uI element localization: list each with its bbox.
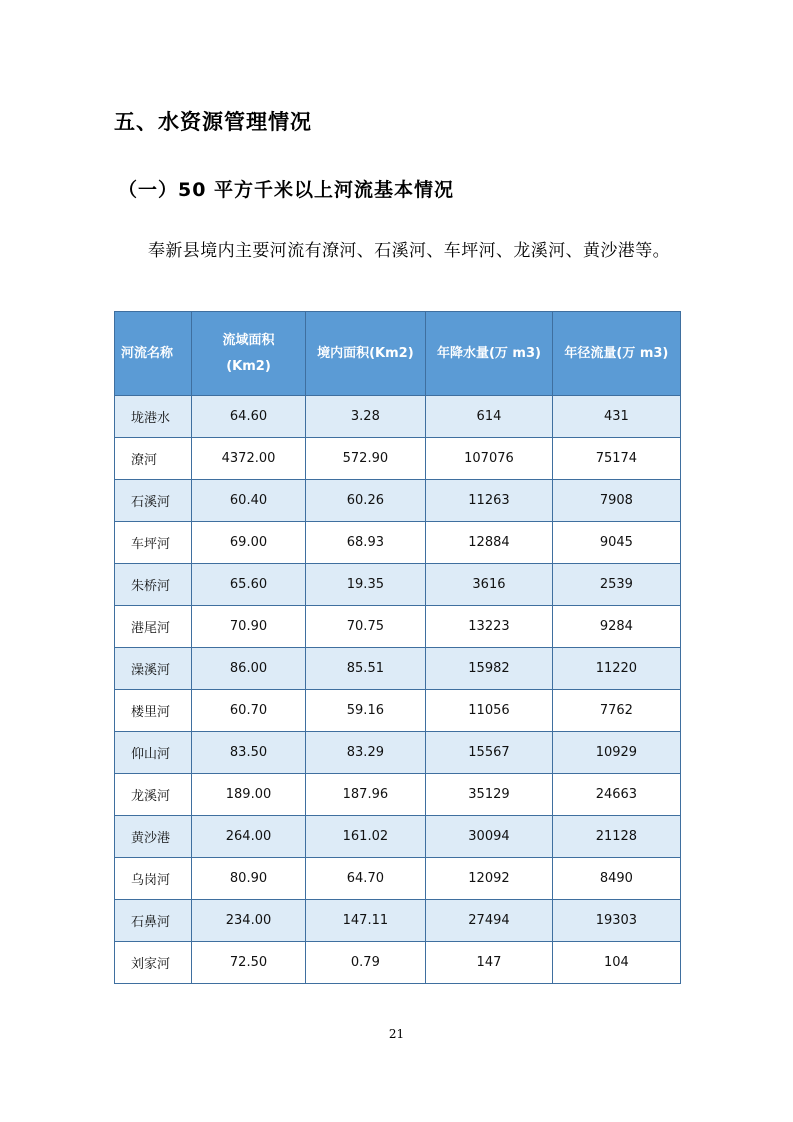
cell-precipitation: 30094	[426, 816, 553, 858]
header-runoff: 年径流量(万 m3)	[552, 312, 680, 396]
cell-precipitation: 3616	[426, 564, 553, 606]
river-table	[114, 311, 681, 984]
cell-river-name: 朱桥河	[115, 564, 192, 606]
cell-basin-area: 4372.00	[192, 438, 305, 480]
cell-basin-area: 264.00	[192, 816, 305, 858]
header-basin-area	[192, 312, 305, 396]
table-row	[115, 732, 681, 774]
cell-runoff: 24663	[552, 774, 680, 816]
table-row	[115, 774, 681, 816]
cell-precipitation: 15982	[426, 648, 553, 690]
cell-basin-area: 72.50	[192, 942, 305, 984]
cell-basin-area: 189.00	[192, 774, 305, 816]
cell-river-name: 石溪河	[115, 480, 192, 522]
cell-inner-area: 83.29	[305, 732, 426, 774]
cell-river-name: 黄沙港	[115, 816, 192, 858]
cell-precipitation: 13223	[426, 606, 553, 648]
table-row	[115, 942, 681, 984]
table-row	[115, 480, 681, 522]
cell-runoff: 9284	[552, 606, 680, 648]
cell-runoff: 9045	[552, 522, 680, 564]
table-row	[115, 816, 681, 858]
cell-precipitation: 35129	[426, 774, 553, 816]
header-river-name: 河流名称	[115, 312, 192, 396]
cell-river-name: 港尾河	[115, 606, 192, 648]
table-row	[115, 648, 681, 690]
table-body	[115, 396, 681, 984]
cell-basin-area: 65.60	[192, 564, 305, 606]
cell-inner-area: 68.93	[305, 522, 426, 564]
cell-river-name: 刘家河	[115, 942, 192, 984]
cell-inner-area: 3.28	[305, 396, 426, 438]
cell-precipitation: 15567	[426, 732, 553, 774]
cell-basin-area: 60.70	[192, 690, 305, 732]
header-precipitation: 年降水量(万 m3)	[426, 312, 553, 396]
cell-precipitation: 11263	[426, 480, 553, 522]
cell-runoff: 8490	[552, 858, 680, 900]
table-row	[115, 564, 681, 606]
cell-runoff: 2539	[552, 564, 680, 606]
cell-runoff: 104	[552, 942, 680, 984]
cell-basin-area: 70.90	[192, 606, 305, 648]
cell-inner-area: 187.96	[305, 774, 426, 816]
cell-inner-area: 572.90	[305, 438, 426, 480]
table-row	[115, 606, 681, 648]
cell-inner-area: 70.75	[305, 606, 426, 648]
cell-basin-area: 80.90	[192, 858, 305, 900]
cell-river-name: 石鼻河	[115, 900, 192, 942]
cell-precipitation: 27494	[426, 900, 553, 942]
table-row	[115, 522, 681, 564]
cell-inner-area: 64.70	[305, 858, 426, 900]
cell-inner-area: 147.11	[305, 900, 426, 942]
cell-basin-area: 234.00	[192, 900, 305, 942]
header-inner-area: 境内面积(Km2)	[305, 312, 426, 396]
cell-precipitation: 614	[426, 396, 553, 438]
cell-inner-area: 60.26	[305, 480, 426, 522]
cell-inner-area: 59.16	[305, 690, 426, 732]
cell-river-name: 潦河	[115, 438, 192, 480]
cell-basin-area: 64.60	[192, 396, 305, 438]
cell-precipitation: 147	[426, 942, 553, 984]
table-row	[115, 858, 681, 900]
intro-paragraph: 奉新县境内主要河流有潦河、石溪河、车坪河、龙溪河、黄沙港等。	[148, 241, 670, 261]
cell-runoff: 7908	[552, 480, 680, 522]
table-row	[115, 438, 681, 480]
cell-runoff: 431	[552, 396, 680, 438]
page-number: 21	[388, 1027, 405, 1041]
cell-inner-area: 85.51	[305, 648, 426, 690]
cell-precipitation: 12884	[426, 522, 553, 564]
cell-river-name: 仰山河	[115, 732, 192, 774]
cell-precipitation: 12092	[426, 858, 553, 900]
subsection-heading: （一）50 平方千米以上河流基本情况	[118, 179, 455, 201]
cell-runoff: 7762	[552, 690, 680, 732]
cell-river-name: 车坪河	[115, 522, 192, 564]
cell-precipitation: 11056	[426, 690, 553, 732]
cell-precipitation: 107076	[426, 438, 553, 480]
cell-river-name: 龙溪河	[115, 774, 192, 816]
cell-runoff: 10929	[552, 732, 680, 774]
table-row	[115, 900, 681, 942]
cell-runoff: 75174	[552, 438, 680, 480]
cell-river-name: 澡溪河	[115, 648, 192, 690]
cell-river-name: 楼里河	[115, 690, 192, 732]
table-row	[115, 690, 681, 732]
cell-inner-area: 161.02	[305, 816, 426, 858]
cell-basin-area: 60.40	[192, 480, 305, 522]
cell-inner-area: 0.79	[305, 942, 426, 984]
cell-basin-area: 86.00	[192, 648, 305, 690]
cell-river-name: 垅港水	[115, 396, 192, 438]
cell-runoff: 21128	[552, 816, 680, 858]
header-basin-area-line1: 流域面积	[222, 332, 275, 348]
section-heading: 五、水资源管理情况	[114, 110, 312, 134]
cell-runoff: 11220	[552, 648, 680, 690]
cell-basin-area: 83.50	[192, 732, 305, 774]
cell-inner-area: 19.35	[305, 564, 426, 606]
cell-basin-area: 69.00	[192, 522, 305, 564]
cell-runoff: 19303	[552, 900, 680, 942]
table-row	[115, 396, 681, 438]
cell-river-name: 乌岗河	[115, 858, 192, 900]
table-header-row	[115, 312, 681, 396]
header-basin-area-line2: (Km2)	[226, 358, 271, 374]
